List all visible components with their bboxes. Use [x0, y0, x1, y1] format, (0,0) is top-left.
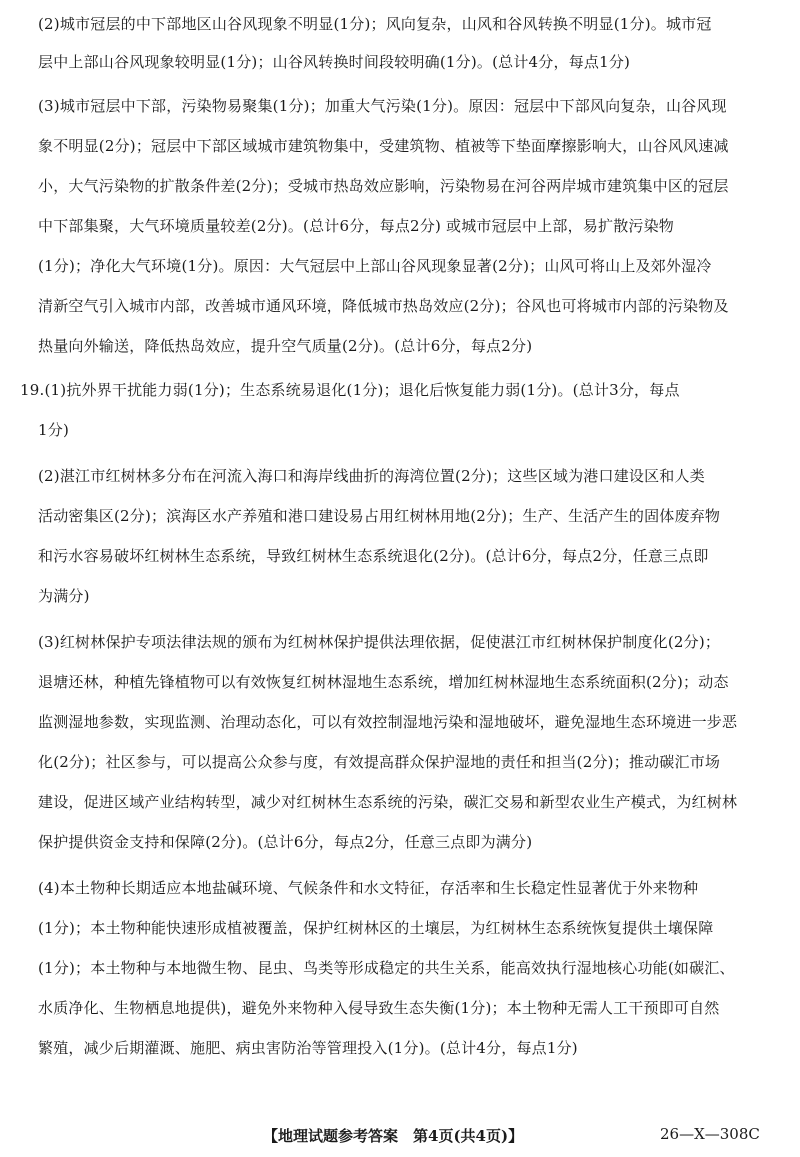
text-line: (2)湛江市红树林多分布在河流入海口和海岸线曲折的海湾位置(2分)；这些区域为港口建设区和人类 [38, 467, 705, 485]
text-line: (4)本土物种长期适应本地盐碱环境、气候条件和水文特征，存活率和生长稳定性显著优于外来物种 [38, 879, 699, 897]
text-line: (1分)；本土物种与本地微生物、昆虫、鸟类等形成稳定的共生关系，能高效执行湿地核心功能(如碳汇、 [38, 959, 735, 977]
text-line: 清新空气引入城市内部，改善城市通风环境，降低城市热岛效应(2分)；谷风也可将城市内部的污染物及 [38, 297, 729, 315]
text-line: (1分)；净化大气环境(1分)。原因：大气冠层中上部山谷风现象显著(2分)；山风可将山上及郊外湿冷 [38, 257, 712, 275]
text-line: 化(2分)；社区参与，可以提高公众参与度，有效提高群众保护湿地的责任和担当(2分)；推动碳汇市场 [38, 753, 721, 771]
text-line: 建设，促进区域产业结构转型，减少对红树林生态系统的污染，碳汇交易和新型农业生产模式，为红树林 [38, 793, 738, 811]
footer-title: 【地理试题参考答案 第4页(共4页)】 [263, 1127, 524, 1145]
text-line: 监测湿地参数，实现监测、治理动态化，可以有效控制湿地污染和湿地破坏，避免湿地生态环境进一步恶 [38, 713, 738, 731]
text-line: 退塘还林，种植先锋植物可以有效恢复红树林湿地生态系统，增加红树林湿地生态系统面积(2分)；动态 [38, 673, 729, 691]
text-line: 象不明显(2分)；冠层中下部区域城市建筑物集中，受建筑物、植被等下垫面摩擦影响大，山谷风风速减 [38, 137, 729, 155]
text-line: 为满分) [38, 587, 90, 605]
text-line: 层中上部山谷风现象较明显(1分)；山谷风转换时间段较明确(1分)。(总计4分，每点1分) [38, 53, 631, 71]
text-line: 水质净化、生物栖息地提供)，避免外来物种入侵导致生态失衡(1分)；本土物种无需人工干预即可自然 [38, 999, 720, 1017]
text-line: 繁殖，减少后期灌溉、施肥、病虫害防治等管理投入(1分)。(总计4分，每点1分) [38, 1039, 578, 1057]
text-line: 1分) [38, 421, 69, 439]
text-line: (3)城市冠层中下部，污染物易聚集(1分)；加重大气污染(1分)。原因：冠层中下部风向复杂，山谷风现 [38, 97, 727, 115]
text-line: 保护提供资金支持和保障(2分)。(总计6分，每点2分，任意三点即为满分) [38, 833, 533, 851]
text-line: 热量向外输送，降低热岛效应，提升空气质量(2分)。(总计6分，每点2分) [38, 337, 533, 355]
text-line: 小，大气污染物的扩散条件差(2分)；受城市热岛效应影响，污染物易在河谷两岸城市建筑集中区的冠层 [38, 177, 729, 195]
text-line: 和污水容易破坏红树林生态系统，导致红树林生态系统退化(2分)。(总计6分，每点2分，任意三点即 [38, 547, 709, 565]
footer-code: 26—X—308C [660, 1125, 760, 1143]
question-19-part-1: 19.(1)抗外界干扰能力弱(1分)；生态系统易退化(1分)；退化后恢复能力弱(1分)。(总计3分，每点 [20, 381, 680, 399]
text-line: (2)城市冠层的中下部地区山谷风现象不明显(1分)；风向复杂，山风和谷风转换不明显(1分)。城市冠 [38, 15, 712, 33]
text-line: (1分)；本土物种能快速形成植被覆盖，保护红树林区的土壤层，为红树林生态系统恢复提供土壤保障 [38, 919, 714, 937]
text-line: 中下部集聚，大气环境质量较差(2分)。(总计6分，每点2分) 或城市冠层中上部，易扩散污染物 [38, 217, 675, 235]
text-line: 活动密集区(2分)；滨海区水产养殖和港口建设易占用红树林用地(2分)；生产、生活产生的固体废弃物 [38, 507, 721, 525]
text-line: (3)红树林保护专项法律法规的颁布为红树林保护提供法理依据，促使湛江市红树林保护制度化(2分)； [38, 633, 721, 651]
